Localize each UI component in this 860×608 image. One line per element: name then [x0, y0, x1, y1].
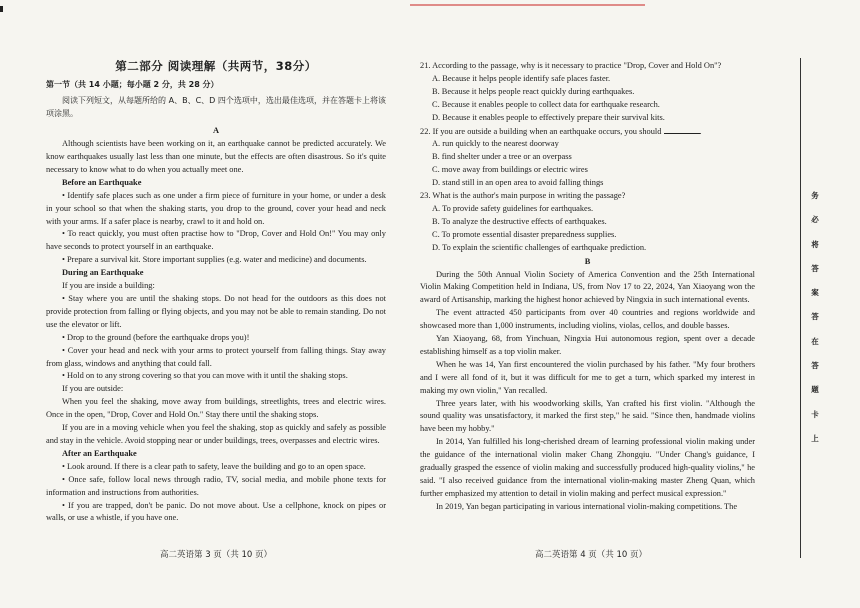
paragraph: In 2019, Yan began participating in various international violin-making competitions. The — [436, 501, 738, 511]
answer-option: D. To explain the scientific challenges of earthquake prediction. — [432, 242, 647, 252]
section-one-heading: 第一节（共 14 小题；每小题 2 分，共 28 分） — [46, 79, 219, 89]
side-char: 卡 — [811, 409, 819, 419]
paragraph: Three years later, with his woodworking skills, Yan crafted his first violin. "Although the sound quality was unsatisfactory, it marked the first step," he said. "Since then, handmade violins have been my hobby." — [420, 398, 755, 434]
question-text: 21. According to the passage, why is it necessary to practice "Drop, Cover and Hold On"? — [420, 61, 722, 70]
side-char: 答 — [811, 312, 819, 322]
footer-left: 高二英语第 3 页（共 10 页） — [160, 550, 273, 560]
paragraph: • Drop to the ground (before the earthquake drops you)! — [62, 332, 250, 342]
paragraph: During the 50th Annual Violin Society of America Convention and the 25th International Violin Making Competition held in Indiana, US, from Nov 17 to 22, 2024, Yan Xiaoyang won the award of Artisanship, marking the highest honor achieved by Ningxia in such international events. — [420, 269, 755, 305]
paragraph: When you feel the shaking, move away from buildings, streetlights, trees and electric wires. Once in the open, "Drop, Cover and Hold On." Stay there until the shaking stops. — [46, 397, 386, 420]
paragraph: Yan Xiaoyang, 68, from Yinchuan, Ningxia Hui autonomous region, spent over a decade establishing himself as a top violin maker. — [420, 334, 755, 356]
right-column — [420, 60, 755, 514]
passage-b — [420, 269, 755, 514]
paragraph: In 2014, Yan fulfilled his long-cherished dream of learning professional violin making under the guidance of the international violin maker Chang Zhongqiu. "Under Chang's guidance, I gradually grasped the essence of violin making and successfully produced high-quality violins," he said. "I also received guidance from the international violin-making master Zheng Quan, which further emphasized my attention to detail in violin making and perfect musical expression." — [420, 437, 755, 498]
instructions: 阅读下列短文，从每题所给的 A、B、C、D 四个选项中，选出最佳选项，并在答题卡上将该项涂黑。 — [46, 95, 386, 119]
paragraph: • Hold on to any strong covering so that you can move with it until the shaking stops. — [62, 371, 348, 381]
paragraph: • If you are trapped, don't be panic. Do not move about. Use a cellphone, knock on pipes or walls, or use a whistle, if you have one. — [46, 500, 386, 523]
side-char: 务 — [811, 191, 819, 200]
question-text: 23. What is the author's main purpose in writing the passage? — [420, 191, 626, 201]
paragraph: • To react quickly, you must often practise how to "Drop, Cover and Hold On!" You may only have seconds to protect yourself in an earthquake. — [46, 229, 386, 252]
answer-blank — [664, 125, 700, 134]
paragraph: When he was 14, Yan first encountered the violin purchased by his father. "My four brothers and I were all fond of it, but it was difficult for me to get a turn, which sparked my interest in making my own violin," Yan recalled. — [420, 359, 755, 395]
side-char: 必 — [811, 215, 819, 225]
side-notice — [805, 190, 825, 457]
subheading: After an Earthquake — [62, 448, 137, 458]
side-char: 在 — [811, 336, 819, 346]
passage-a — [46, 138, 386, 525]
questions — [420, 60, 755, 255]
side-char: 将 — [811, 239, 819, 249]
paragraph: • Prepare a survival kit. Store important supplies (e.g. water and medicine) and documents. — [62, 255, 367, 265]
side-char: 案 — [811, 288, 819, 298]
passage-b-label: B — [584, 256, 591, 266]
paragraph: If you are in a moving vehicle when you feel the shaking, stop as quickly and safely as possible and stay in the vehicle. Avoid stopping near or under buildings, trees, overpasses and electric wires. — [46, 423, 386, 445]
answer-option: A. Because it helps people identify safe places faster. — [432, 73, 611, 83]
side-char: 上 — [811, 433, 819, 443]
answer-option: D. Because it enables people to effectively prepare their survival kits. — [432, 112, 665, 122]
paragraph: If you are outside: — [62, 384, 124, 394]
question-text: 22. If you are outside a building when an earthquake occurs, you should — [420, 126, 662, 136]
answer-option: C. move away from buildings or electric wires — [432, 165, 588, 175]
side-char: 题 — [811, 385, 819, 395]
side-char: 答 — [811, 361, 819, 371]
question-stem — [420, 60, 755, 73]
paragraph: • Identify safe places such as one under a firm piece of furniture in your home, or under a desk in your school so that when the shaking starts, you drop to the ground, cover your head and neck with your arms. If a safer place is nearby, crawl to it and hold on. — [46, 190, 386, 226]
answer-option: B. Because it helps people react quickly during earthquakes. — [432, 86, 635, 96]
question-stem: 22. If you are outside a building when an earthquake occurs, you should . — [420, 126, 702, 136]
paragraph: The event attracted 450 participants from over 40 countries and regions worldwide and showcased more than 1,000 instruments, including violins, violas, cellos, and double basses. — [420, 308, 755, 331]
paragraph: • Look around. If there is a clear path to safety, leave the building and go to an open space. — [62, 461, 366, 471]
subheading: During an Earthquake — [62, 268, 144, 278]
footer-right: 高二英语第 4 页（共 10 页） — [535, 550, 648, 560]
edge-mark — [0, 6, 3, 12]
paragraph: • Stay where you are until the shaking stops. Do not head for the outdoors as this does not provide protection from falling or flying objects, and you may not be able to remain standing. Do not use the elevator or lift. — [46, 294, 386, 329]
paragraph: Although scientists have been working on it, an earthquake cannot be predicted accurately. We know earthquakes usually last less than one minute, but the effects are often disastrous. So it's quite necessary to know what to do when you actually meet one. — [46, 139, 386, 174]
answer-option: C. To promote essential disaster preparedness supplies. — [432, 229, 617, 239]
subheading: Before an Earthquake — [62, 177, 142, 187]
answer-option: D. stand still in an open area to avoid falling things — [432, 178, 604, 188]
answer-option: A. To provide safety guidelines for earthquakes. — [432, 203, 594, 213]
paragraph: • Cover your head and neck with your arms to protect yourself from falling things. Stay away from glass, windows and anything that could fall. — [46, 345, 386, 368]
answer-margin-rule — [800, 58, 801, 558]
answer-option: A. run quickly to the nearest doorway — [432, 139, 559, 149]
passage-a-label: A — [212, 126, 220, 136]
answer-option: C. Because it enables people to collect data for earthquake research. — [432, 99, 660, 109]
top-rule — [410, 4, 645, 6]
side-char: 答 — [811, 263, 819, 273]
left-column — [46, 60, 386, 525]
paragraph: • Once safe, follow local news through radio, TV, social media, and mobile phone texts for information and instructions from authorities. — [46, 474, 386, 497]
answer-option: B. To analyze the destructive effects of earthquakes. — [432, 216, 607, 226]
question-stem — [420, 190, 755, 203]
answer-option: B. find shelter under a tree or an overpass — [432, 152, 572, 162]
section-title: 第二部分 阅读理解（共两节，38分） — [115, 59, 317, 73]
paragraph: If you are inside a building: — [62, 281, 155, 291]
